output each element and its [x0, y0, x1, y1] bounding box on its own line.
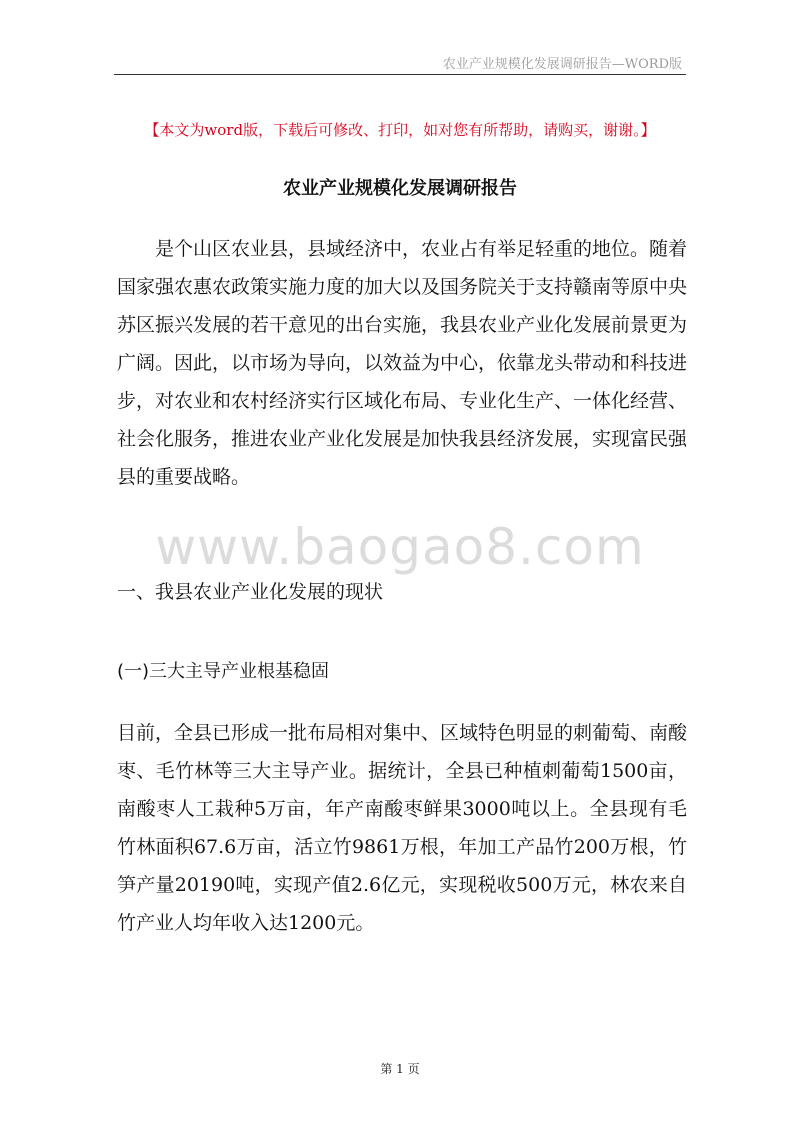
watermark: www.baogao8.com [155, 518, 645, 576]
purchase-notice: 【本文为word版，下载后可修改、打印，如对您有所帮助，请购买，谢谢。】 [144, 121, 656, 139]
section-heading: 一、我县农业产业化发展的现状 [117, 581, 384, 603]
intro-paragraph: 是个山区农业县，县域经济中，农业占有举足轻重的地位。随着国家强农惠农政策实施力度的加大以及国务院关于支持赣南等原中央苏区振兴发展的若干意见的出台实施，我县农业产业化发展前景更为广阔。因此，以市场为导向，以效益为中心，依靠龙头带动和科技进步，对农业和农村经济实行区域化布局、专业化生产、一体化经营、社会化服务，推进农业产业化发展是加快我县经济发展，实现富民强县的重要战略。 [117, 238, 688, 488]
subsection-heading: (一)三大主导产业根基稳固 [117, 661, 330, 682]
status-paragraph: 目前，全县已形成一批布局相对集中、区域特色明显的刺葡萄、南酸枣、毛竹林等三大主导产业。据统计，全县已种植刺葡萄1500亩，南酸枣人工栽种5万亩，年产南酸枣鲜果3000吨以上。全县现有毛竹林面积67.6万亩，活立竹9861万根，年加工产品竹200万根，竹笋产量20190吨，实现产值2.6亿元，实现税收500万元，林农来自竹产业人均年收入达1200元。 [117, 722, 688, 934]
running-header: 农业产业规模化发展调研报告—WORD版 [442, 57, 682, 72]
header-divider [114, 74, 686, 75]
document-title: 农业产业规模化发展调研报告 [283, 178, 517, 199]
page-number: 第 1 页 [380, 1062, 420, 1076]
